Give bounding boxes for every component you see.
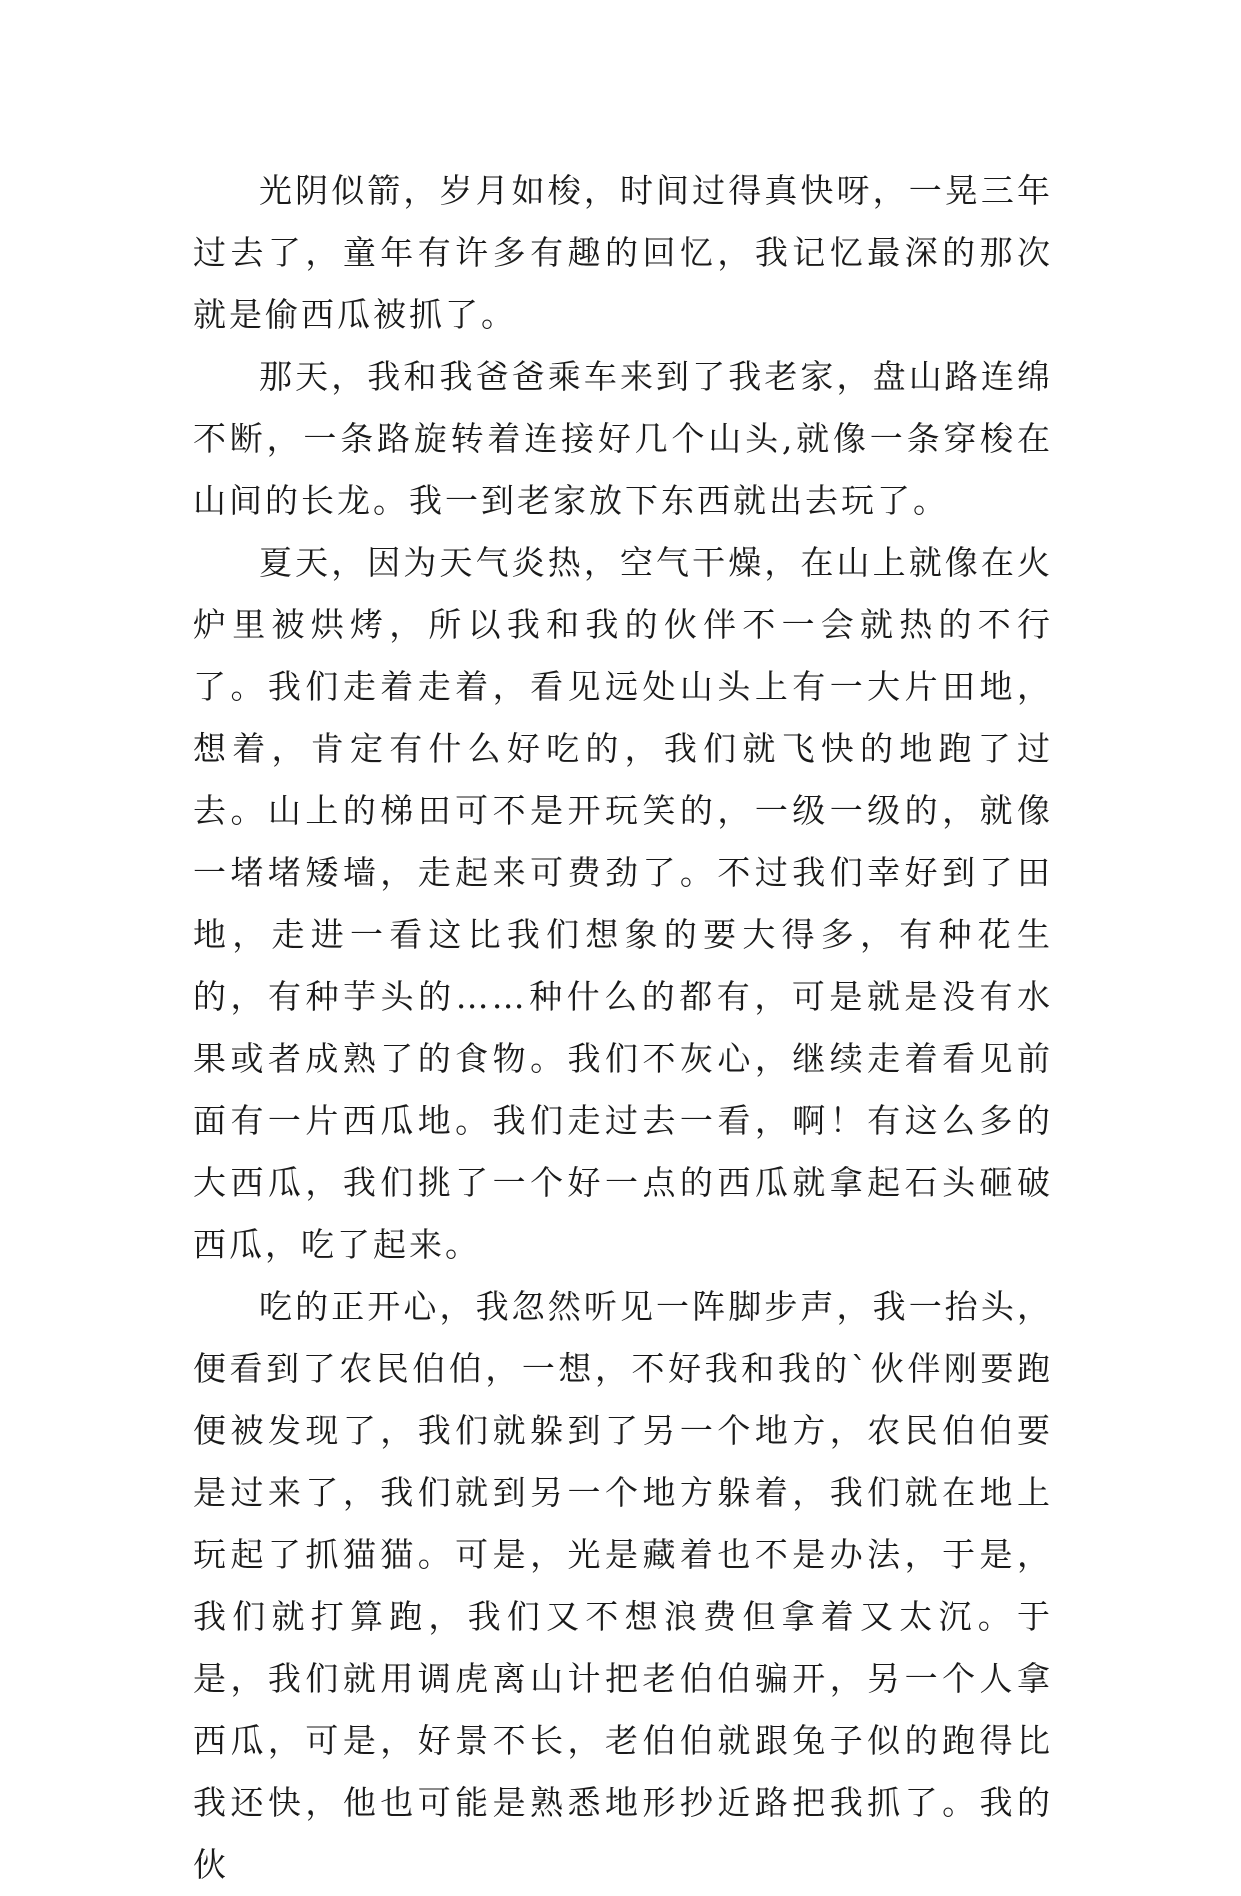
paragraph-3: 夏天，因为天气炎热，空气干燥，在山上就像在火炉里被烘烤，所以我和我的伙伴不一会就热的不行了。我们走着走着，看见远处山头上有一大片田地，想着，肯定有什么好吃的，我们就飞快的地跑了过去。山上的梯田可不是开玩笑的，一级一级的，就像一堵堵矮墙，走起来可费劲了。不过我们幸好到了田地，走进一看这比我们想象的要大得多，有种花生的，有种芋头的……种什么的都有，可是就是没有水果或者成熟了的食物。我们不灰心，继续走着看见前面有一片西瓜地。我们走过去一看，啊！有这么多的大西瓜，我们挑了一个好一点的西瓜就拿起石头砸破西瓜，吃了起来。 xyxy=(193,543,1053,1264)
paragraph-1: 光阴似箭，岁月如梭，时间过得真快呀，一晃三年过去了，童年有许多有趣的回忆，我记忆最深的那次就是偷西瓜被抓了。 xyxy=(193,171,1053,334)
paragraph-2: 那天，我和我爸爸乘车来到了我老家，盘山路连绵不断，一条路旋转着连接好几个山头,就像一条穿梭在山间的长龙。我一到老家放下东西就出去玩了。 xyxy=(193,357,1053,520)
article-body xyxy=(193,160,1053,1896)
paragraph-4: 吃的正开心，我忽然听见一阵脚步声，我一抬头，便看到了农民伯伯，一想，不好我和我的`伙伴刚要跑便被发现了，我们就躲到了另一个地方，农民伯伯要是过来了，我们就到另一个地方躲着，我们就在地上玩起了抓猫猫。可是，光是藏着也不是办法，于是，我们就打算跑，我们又不想浪费但拿着又太沉。于是，我们就用调虎离山计把老伯伯骗开，另一个人拿西瓜，可是，好景不长，老伯伯就跟兔子似的跑得比我还快，他也可能是熟悉地形抄近路把我抓了。我的伙 xyxy=(193,1287,1053,1884)
